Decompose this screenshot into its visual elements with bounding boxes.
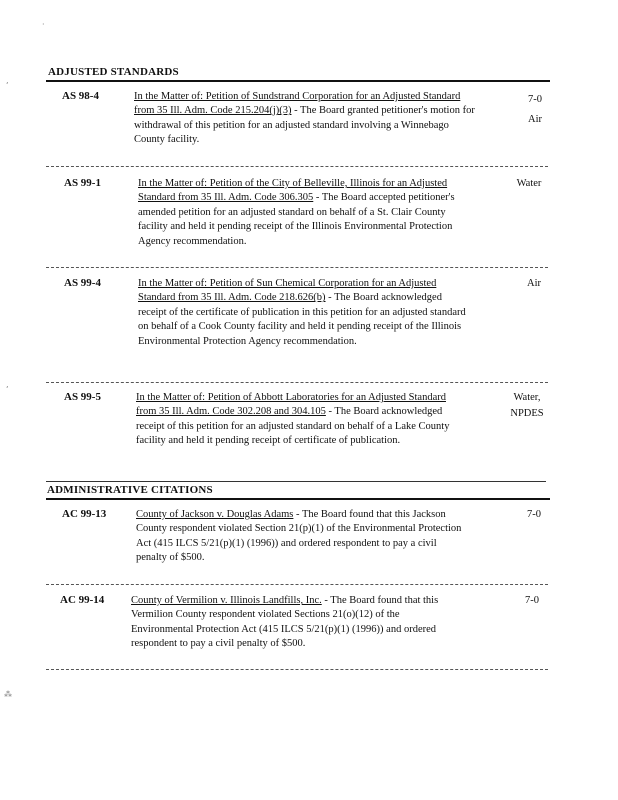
media-type-label: NPDES	[510, 408, 544, 419]
media-type	[499, 276, 569, 292]
case-title[interactable]: In the Matter of: Petition of Sun Chemical Corporation for an Adjusted Standard from 35 Ill. Adm. Code 218.626(b)	[138, 278, 437, 304]
case-summary: - The Board granted petitioner's motion for withdrawal of this petition for an adjusted standard involving a Winnebago County facility.	[134, 105, 475, 146]
vote-count: 7-0	[528, 94, 542, 105]
media-type	[494, 176, 564, 192]
scan-speck: ⁂	[4, 690, 12, 699]
entry-divider	[46, 584, 548, 585]
section-top-rule	[46, 481, 546, 482]
case-title[interactable]: In the Matter of: Petition of Sundstrand Corporation for an Adjusted Standard from 35 Ill. Adm. Code 215.204(j)(3)	[134, 91, 461, 117]
section-rule	[46, 498, 550, 500]
vote-count-label: 7-0	[525, 595, 539, 606]
section-heading-administrative-citations: ADMINISTRATIVE CITATIONS	[47, 484, 213, 496]
scan-speck: ,	[6, 76, 9, 85]
vote-and-media	[500, 90, 570, 130]
entry-divider	[46, 267, 548, 268]
section-rule	[46, 80, 550, 82]
case-description	[138, 177, 464, 249]
media-type	[492, 390, 562, 422]
case-summary: - The Board acknowledged receipt of the certificate of publication in this petition for an adjusted standard on behalf of a Cook County facility and held it pending receipt of the Illinois Environmental Protection Agency recommendation.	[138, 292, 466, 347]
case-title[interactable]: County of Vermilion v. Illinois Landfills, Inc.	[131, 595, 322, 606]
case-description	[131, 594, 461, 652]
section-heading-adjusted-standards: ADJUSTED STANDARDS	[48, 66, 179, 78]
case-description	[136, 508, 466, 566]
case-number: AS 99-4	[64, 277, 101, 289]
case-title[interactable]: In the Matter of: Petition of Abbott Laboratories for an Adjusted Standard from 35 Ill. Adm. Code 302.208 and 304.105	[136, 392, 446, 418]
media-type-label: Air	[527, 278, 541, 289]
case-number: AC 99-13	[62, 508, 107, 520]
case-number: AS 99-5	[64, 391, 101, 403]
entry-divider	[46, 382, 548, 383]
case-title[interactable]: County of Jackson v. Douglas Adams	[136, 509, 294, 520]
case-number: AS 99-1	[64, 177, 101, 189]
vote-count-label: 7-0	[527, 509, 541, 520]
media-type-label: Water,	[513, 392, 541, 403]
case-summary: - The Board found that this Jackson County respondent violated Section 21(p)(1) of the Environmental Protection Act (415 ILCS 5/21(p)(1) (1996)) and ordered respondent to pay a civil penalty of $500.	[136, 509, 462, 564]
case-title[interactable]: In the Matter of: Petition of the City of Belleville, Illinois for an Adjusted Standard from 35 Ill. Adm. Code 306.305	[138, 178, 448, 204]
case-summary: - The Board found that this Vermilion County respondent violated Sections 21(o)(12) of the Environmental Protection Act (415 ILCS 5/21(p)(1) (1996)) and ordered respondent to pay a civil penalty of $500.	[131, 595, 439, 650]
scan-speck: ·	[42, 20, 45, 29]
vote-count	[499, 507, 569, 523]
case-description	[138, 277, 468, 349]
media-type-label: Water	[516, 178, 542, 189]
entry-divider	[46, 669, 548, 670]
case-description	[134, 90, 476, 148]
vote-count	[497, 593, 567, 609]
case-summary: - The Board acknowledged receipt of this petition for an adjusted standard on behalf of a Lake County facility and held it pending receipt of certificate of publication.	[136, 406, 450, 447]
scan-speck: ,	[6, 380, 9, 389]
case-summary: - The Board accepted petitioner's amended petition for an adjusted standard on behalf of a St. Clair County facility and held it pending receipt of the Illinois Environmental Protection Agency recommendation.	[138, 192, 455, 247]
entry-divider	[46, 166, 548, 167]
case-number: AC 99-14	[60, 594, 105, 606]
media-type: Air	[528, 114, 542, 125]
case-number: AS 98-4	[62, 90, 99, 102]
case-description	[136, 391, 468, 449]
